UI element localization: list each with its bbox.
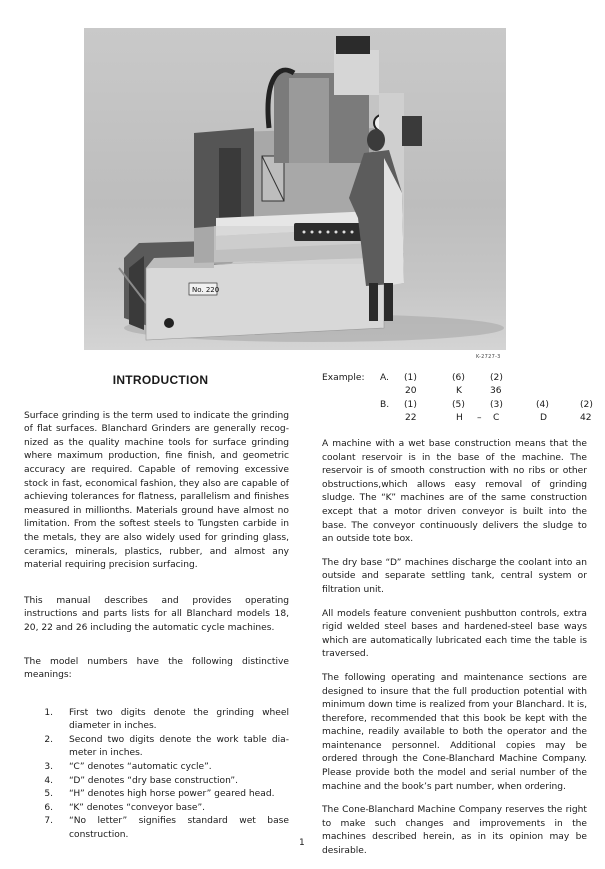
list-item xyxy=(24,707,289,734)
list-text: “D” denotes “dry base construction”. xyxy=(69,775,238,786)
list-text: “C” denotes “automatic cycle”. xyxy=(69,762,212,773)
example-a-code: (6) xyxy=(452,373,465,383)
features-paragraph: All models feature convenient pushbutton controls, extra rigid welded steel bases and hardened-steel base ways which are automatically lubricated each time the table is traversed. xyxy=(322,608,587,660)
list-number: 7. xyxy=(44,816,53,827)
right-column xyxy=(322,372,593,869)
example-a-value: 36 xyxy=(490,386,502,396)
example-label: Example: xyxy=(322,373,365,383)
page-number: 1 xyxy=(299,838,305,848)
list-number: 5. xyxy=(44,789,53,800)
example-b-value: H xyxy=(456,413,463,423)
list-text: First two digits denote the grinding wheel diameter in inches. xyxy=(69,707,289,732)
grinder-illustration xyxy=(84,28,506,350)
example-a-value: 20 xyxy=(405,386,417,396)
example-a-code: (1) xyxy=(404,373,417,383)
list-item xyxy=(24,775,289,789)
model-meaning-list xyxy=(24,707,289,843)
list-text: Second two digits denote the work table dia-meter in inches. xyxy=(69,734,289,759)
list-number: 3. xyxy=(44,762,53,773)
photo-caption: K-2727-3 xyxy=(476,354,501,360)
model-numbers-paragraph: The model numbers have the following distinctive meanings: xyxy=(24,656,289,681)
list-item xyxy=(24,761,289,775)
example-b-code: (5) xyxy=(452,400,465,410)
example-b-value: C xyxy=(493,413,500,423)
maintenance-paragraph: The following operating and maintenance sections are designed to insure that the full production potential with minimum down time is realized from your Blanchard. It is, therefore, recommended that this book be kept with the machine, readily available to both the operator and the maintenance personnel. Additional copies may be ordered through the Cone-Blanchard Machine Company. Please provide both the model and serial number of the machine and the book’s part number, when ordering. xyxy=(322,672,587,792)
list-item xyxy=(24,788,289,802)
list-item xyxy=(24,815,289,842)
list-number: 4. xyxy=(44,775,53,786)
model-example-table xyxy=(322,372,593,426)
example-b-code: (3) xyxy=(490,400,503,410)
example-a-value: K xyxy=(456,386,462,396)
list-number: 1. xyxy=(44,707,53,718)
machine-photo xyxy=(84,28,506,350)
list-item xyxy=(24,802,289,816)
dry-base-paragraph: The dry base “D” machines discharge the coolant into an outside and separate settling tank, central system or filtration unit. xyxy=(322,557,587,595)
example-b-label: B. xyxy=(380,400,390,410)
example-b-value: 42 xyxy=(580,413,592,423)
manual-scope-paragraph: This manual describes and provides operating instructions and parts lists for all Blanchard models 18, 20, 22 and 26 including the automatic cycle machines. xyxy=(24,595,289,633)
wet-base-paragraph: A machine with a wet base construction means that the coolant reservoir is in the base of the machine. The reservoir is of smooth construction with no ribs or other obstructions,which allows easy removal of grinding sludge. The “K” machines are of the same construction except that a motor driven conveyor is built into the base. The conveyor continuously delivers the sludge to an outside tote box. xyxy=(322,439,587,545)
plate-label: No. 220 xyxy=(192,286,220,294)
list-number: 6. xyxy=(44,802,53,813)
left-column xyxy=(24,372,289,843)
example-a-label: A. xyxy=(380,373,389,383)
list-text: “H” denotes high horse power” geared head. xyxy=(69,789,275,800)
example-b-code: (2) xyxy=(580,400,593,410)
example-b-code: (1) xyxy=(404,400,417,410)
example-b-value: – xyxy=(477,413,482,423)
example-b-value: D xyxy=(540,413,548,423)
example-b-code: (4) xyxy=(536,400,549,410)
example-a-code: (2) xyxy=(490,373,503,383)
list-text: “No letter” signifies standard wet base construction. xyxy=(69,816,289,841)
list-number: 2. xyxy=(44,734,53,745)
disclaimer-paragraph: The Cone-Blanchard Machine Company reserves the right to make such changes and improvements in the machines described herein, as in its opinion may be desirable. xyxy=(322,805,587,857)
intro-paragraph: Surface grinding is the term used to indicate the grinding of flat surfaces. Blanchard Grinders are generally recog-nized as the quality machine tools for surface grinding where maximum production, fine finish, and geometric accuracy are required. Capable of removing excessive stock in fast, economical fashion, they also are capable of achieving tolerances for flatness, parallelism and finishes measured in millionths. Materials ground have almost no limitation. From the softest steels to Tungsten carbide in the metals, they are also widely used for grinding glass, ceramics, minerals, plastics, rubber, and almost any material requiring precision surfacing. xyxy=(24,410,289,571)
list-item xyxy=(24,734,289,761)
section-heading: INTRODUCTION xyxy=(112,373,209,387)
example-b-value: 22 xyxy=(405,413,417,423)
list-text: “K” denotes “conveyor base”. xyxy=(69,802,206,813)
